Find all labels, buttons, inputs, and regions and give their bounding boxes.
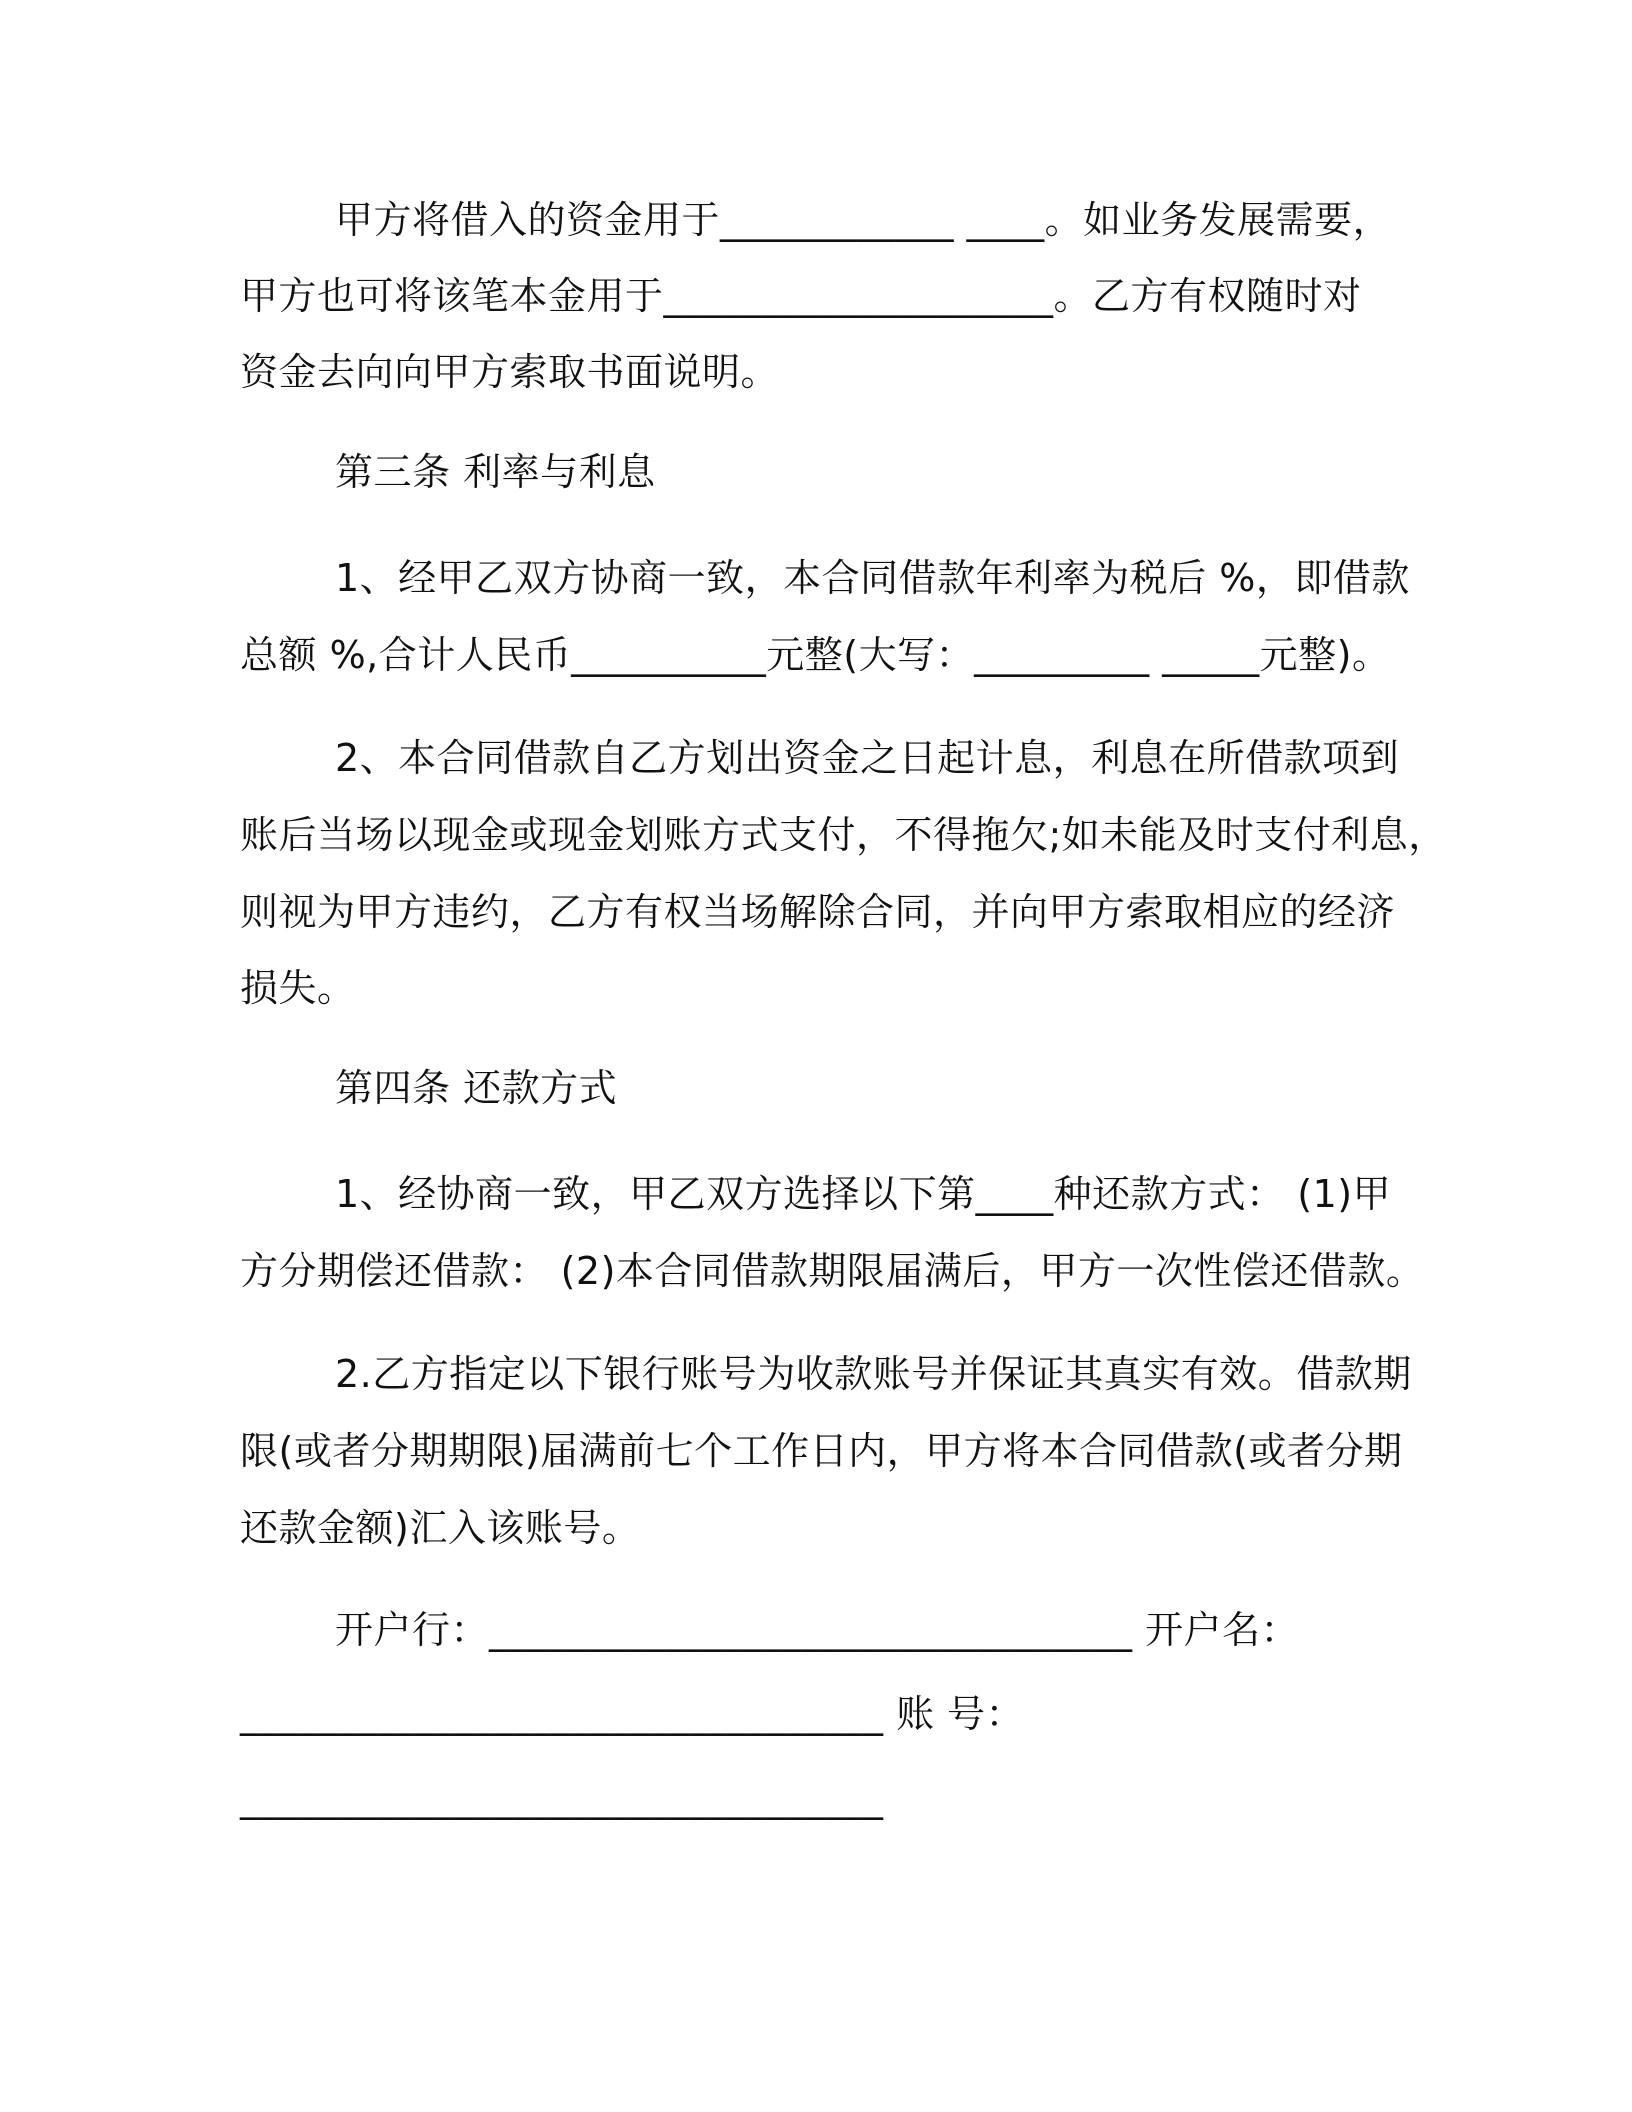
- paragraph-line: 账后当场以现金或现金划账方式支付，不得拖欠;如未能及时支付利息，: [240, 813, 1447, 857]
- paragraph-line: 甲方将借入的资金用于____________ ____。如业务发展需要，: [335, 198, 1392, 242]
- document-page: [240, 0, 1447, 2112]
- section-heading: 第四条 还款方式: [335, 1066, 618, 1110]
- paragraph-line: 损失。: [240, 966, 356, 1010]
- paragraph-line: 限(或者分期期限)届满前七个工作日内，甲方将本合同借款(或者分期: [240, 1429, 1403, 1473]
- paragraph-line: 方分期偿还借款： (2)本合同借款期限届满后，甲方一次性偿还借款。: [240, 1249, 1425, 1293]
- bank-info-line: 开户行：_________________________________ 开户名：: [335, 1608, 1300, 1652]
- paragraph-line: 资金去向向甲方索取书面说明。: [240, 350, 780, 394]
- paragraph-line: 总额 %,合计人民币__________元整(大写：_________ _____元整)。: [240, 633, 1391, 677]
- paragraph-line: 1、经甲乙双方协商一致，本合同借款年利率为税后 %，即借款: [335, 556, 1410, 600]
- paragraph-line: 还款金额)汇入该账号。: [240, 1506, 641, 1550]
- paragraph-line: 2、本合同借款自乙方划出资金之日起计息，利息在所借款项到: [335, 736, 1400, 780]
- paragraph-line: 则视为甲方违约，乙方有权当场解除合同，并向甲方索取相应的经济: [240, 890, 1396, 934]
- paragraph-line: 2.乙方指定以下银行账号为收款账号并保证其真实有效。借款期: [335, 1352, 1412, 1396]
- paragraph-line: 甲方也可将该笔本金用于____________________。乙方有权随时对: [240, 274, 1362, 318]
- paragraph-line: 1、经协商一致，甲乙双方选择以下第____种还款方式： (1)甲: [335, 1172, 1392, 1216]
- section-heading: 第三条 利率与利息: [335, 450, 656, 494]
- bank-info-line: _________________________________: [240, 1776, 884, 1820]
- bank-info-line: _________________________________ 账 号：: [240, 1692, 1025, 1736]
